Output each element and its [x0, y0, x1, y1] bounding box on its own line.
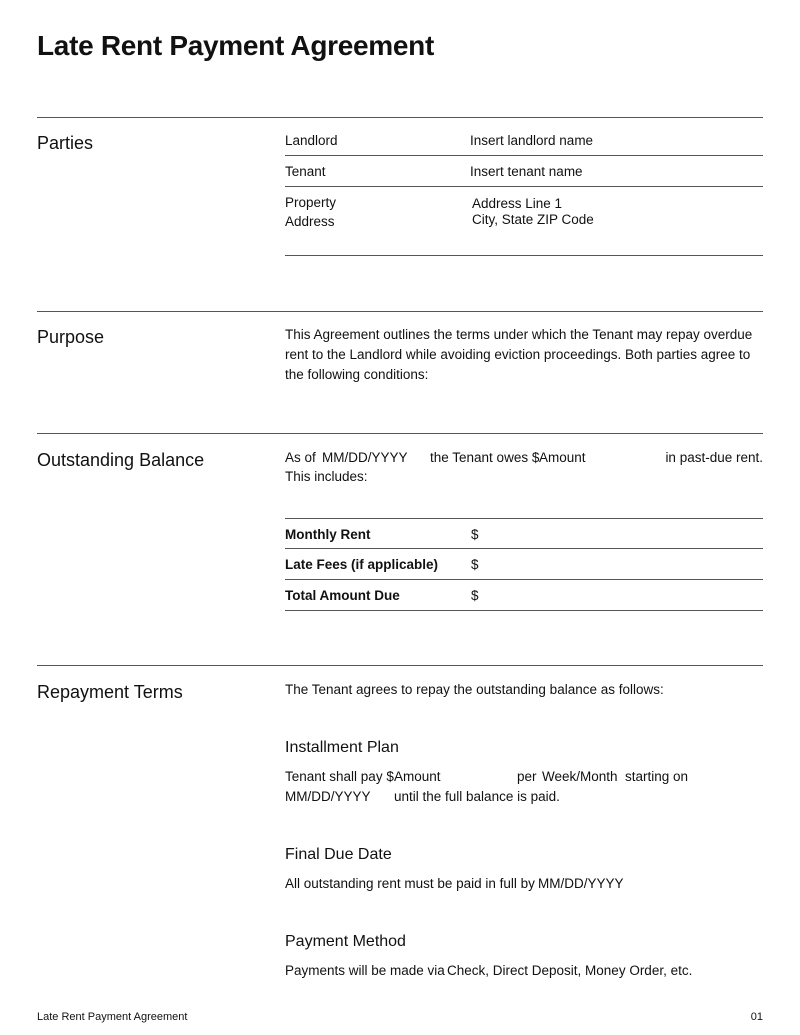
monthly-rent-field[interactable]: $ — [471, 527, 479, 542]
page-number: 01 — [750, 1011, 763, 1023]
landlord-label: Landlord — [285, 133, 338, 148]
payment-method-text: Payments will be made via — [285, 963, 445, 978]
balance-date-field[interactable]: MM/DD/YYYY — [322, 450, 408, 465]
balance-amount-field[interactable]: Amount — [539, 450, 586, 465]
installment-plan-heading: Installment Plan — [285, 739, 399, 756]
installment-until-text: until the full balance is paid. — [394, 789, 560, 804]
landlord-name-field[interactable]: Insert landlord name — [470, 133, 594, 148]
payment-method-field[interactable]: Check, Direct Deposit, Money Order, etc. — [447, 963, 693, 978]
late-fees-field[interactable]: $ — [471, 557, 479, 572]
tenant-label: Tenant — [285, 164, 326, 179]
page-title: Late Rent Payment Agreement — [37, 30, 434, 61]
final-due-text: All outstanding rent must be paid in full by — [285, 876, 535, 891]
section-divider — [37, 311, 763, 312]
repayment-intro: The Tenant agrees to repay the outstanding balance as follows: — [285, 682, 664, 697]
address-line2-field[interactable]: City, State ZIP Code — [472, 212, 594, 227]
installment-frequency-field[interactable]: Week/Month — [542, 769, 618, 784]
section-heading-balance: Outstanding Balance — [37, 450, 205, 470]
past-due-text: in past-due rent. — [665, 450, 763, 465]
address-label: Address — [285, 214, 335, 229]
table-rule — [285, 610, 763, 611]
section-divider — [37, 665, 763, 666]
installment-starting-text: starting on — [625, 769, 689, 784]
installment-amount-field[interactable]: Amount — [394, 769, 441, 784]
field-rule — [285, 155, 763, 156]
tenant-name-field[interactable]: Insert tenant name — [470, 164, 583, 179]
property-label: Property — [285, 195, 337, 210]
installment-per-text: per — [517, 769, 537, 784]
installment-start-date-field[interactable]: MM/DD/YYYY — [285, 789, 371, 804]
table-rule — [285, 579, 763, 580]
total-due-field[interactable]: $ — [471, 588, 479, 603]
field-rule — [285, 186, 763, 187]
section-heading-parties: Parties — [37, 133, 94, 153]
purpose-text — [285, 325, 763, 385]
table-rule — [285, 548, 763, 549]
includes-text: This includes: — [285, 469, 368, 484]
address-line1-field[interactable]: Address Line 1 — [472, 196, 563, 211]
final-due-date-field[interactable]: MM/DD/YYYY — [538, 876, 624, 891]
final-due-date-heading: Final Due Date — [285, 846, 392, 863]
total-due-label: Total Amount Due — [285, 588, 400, 603]
section-heading-purpose: Purpose — [37, 327, 105, 347]
purpose-line: This Agreement outlines the terms under which the Tenant may repay overdue — [285, 327, 753, 342]
section-heading-repayment: Repayment Terms — [37, 682, 183, 702]
monthly-rent-label: Monthly Rent — [285, 527, 371, 542]
section-divider — [37, 117, 763, 118]
as-of-text: As of — [285, 450, 316, 465]
payment-method-heading: Payment Method — [285, 933, 406, 950]
installment-pay-text: Tenant shall pay $ — [285, 769, 394, 784]
table-rule — [285, 518, 763, 519]
late-fees-label: Late Fees (if applicable) — [285, 557, 439, 572]
purpose-line: the following conditions: — [285, 367, 429, 382]
owes-text: the Tenant owes $ — [430, 450, 540, 465]
purpose-line: rent to the Landlord while avoiding eviction proceedings. Both parties agree to — [285, 347, 751, 362]
footer-title: Late Rent Payment Agreement — [37, 1011, 188, 1023]
section-divider — [37, 433, 763, 434]
field-rule — [285, 255, 763, 256]
